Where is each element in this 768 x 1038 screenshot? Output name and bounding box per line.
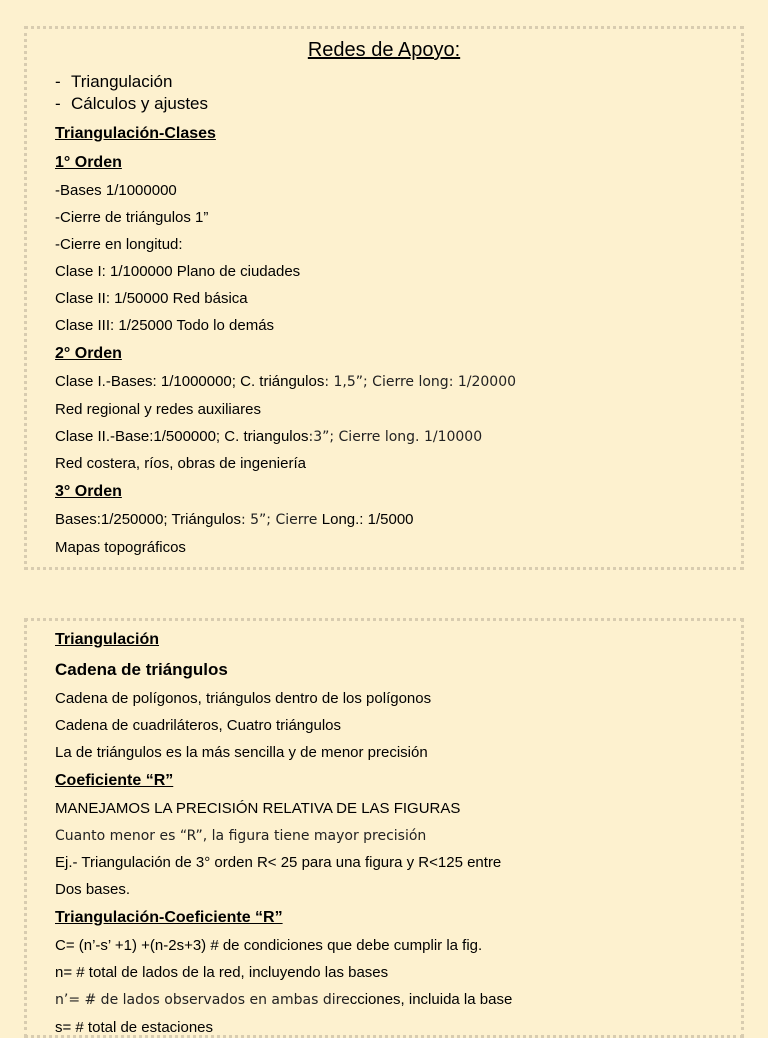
text-segment: Clase II.-Base:1/500000; C. triangulos — [55, 428, 309, 445]
tc-heading: Triangulación-Coeficiente “R” — [55, 909, 283, 926]
text-line: Red regional y redes auxiliares — [55, 401, 261, 418]
bullet-item: - Cálculos y ajustes — [55, 94, 209, 113]
text-line — [55, 373, 516, 391]
text-line: Mapas topográficos — [55, 539, 186, 556]
page-title: Redes de Apoyo: — [307, 39, 461, 61]
text-segment: : 5”; Cierre — [240, 512, 322, 528]
text-line: Clase II: 1/50000 Red básica — [55, 290, 248, 307]
bullet-text: Triangulación — [71, 72, 173, 91]
text-line: Clase III: 1/25000 Todo lo demás — [55, 317, 275, 334]
bullet-item: - Triangulación — [55, 72, 173, 91]
page-1 — [24, 26, 744, 570]
text-line: Cuanto menor es “R”, la figura tiene mayor precisión — [55, 828, 427, 844]
text-line — [55, 511, 414, 529]
text-line: Cadena de polígonos, triángulos dentro de los polígonos — [55, 690, 432, 707]
orden3-heading: 3° Orden — [55, 483, 122, 500]
text-line: MANEJAMOS LA PRECISIÓN RELATIVA DE LAS FIGURAS — [55, 800, 461, 817]
text-line — [55, 991, 512, 1009]
text-line: La de triángulos es la más sencilla y de menor precisión — [55, 744, 428, 761]
text-segment: :3”; Cierre long. 1/10000 — [308, 429, 483, 445]
page-2 — [24, 618, 744, 1038]
page2-heading: Triangulación — [55, 631, 160, 648]
text-line: Clase I: 1/100000 Plano de ciudades — [55, 263, 301, 280]
text-segment: cciones, incluida la base — [349, 991, 513, 1008]
text-line: n= # total de lados de la red, incluyendo las bases — [55, 964, 389, 981]
bullet-text: Cálculos y ajustes — [71, 94, 209, 113]
page2-subheading: Cadena de triángulos — [55, 660, 228, 679]
text-line: Ej.- Triangulación de 3° orden R< 25 para una figura y R<125 entre — [55, 854, 502, 871]
orden1-heading: 1° Orden — [55, 154, 122, 171]
text-line: -Cierre de triángulos 1” — [55, 209, 209, 226]
text-segment: : 1,5”; Cierre long: 1/20000 — [324, 374, 517, 390]
text-line: s= # total de estaciones — [55, 1019, 214, 1036]
text-line: Red costera, ríos, obras de ingeniería — [55, 455, 306, 472]
text-segment: Long.: 1/5000 — [321, 511, 414, 528]
text-line: -Bases 1/1000000 — [55, 182, 177, 199]
text-segment: Clase I.-Bases: 1/1000000; C. triángulos — [55, 373, 325, 390]
text-line: C= (n’-s’ +1) +(n-2s+3) # de condiciones que debe cumplir la fig. — [55, 937, 483, 954]
text-line — [55, 428, 482, 446]
orden2-heading: 2° Orden — [55, 345, 122, 362]
text-line: Cadena de cuadriláteros, Cuatro triángulos — [55, 717, 342, 734]
text-line: Dos bases. — [55, 881, 131, 898]
text-segment: n’= # de lados observados en ambas dire — [55, 992, 350, 1008]
text-segment: Bases:1/250000; Triángulos — [55, 511, 241, 528]
section-heading: Triangulación-Clases — [55, 125, 216, 142]
text-line: -Cierre en longitud: — [55, 236, 183, 253]
coef-heading: Coeficiente “R” — [55, 772, 174, 789]
